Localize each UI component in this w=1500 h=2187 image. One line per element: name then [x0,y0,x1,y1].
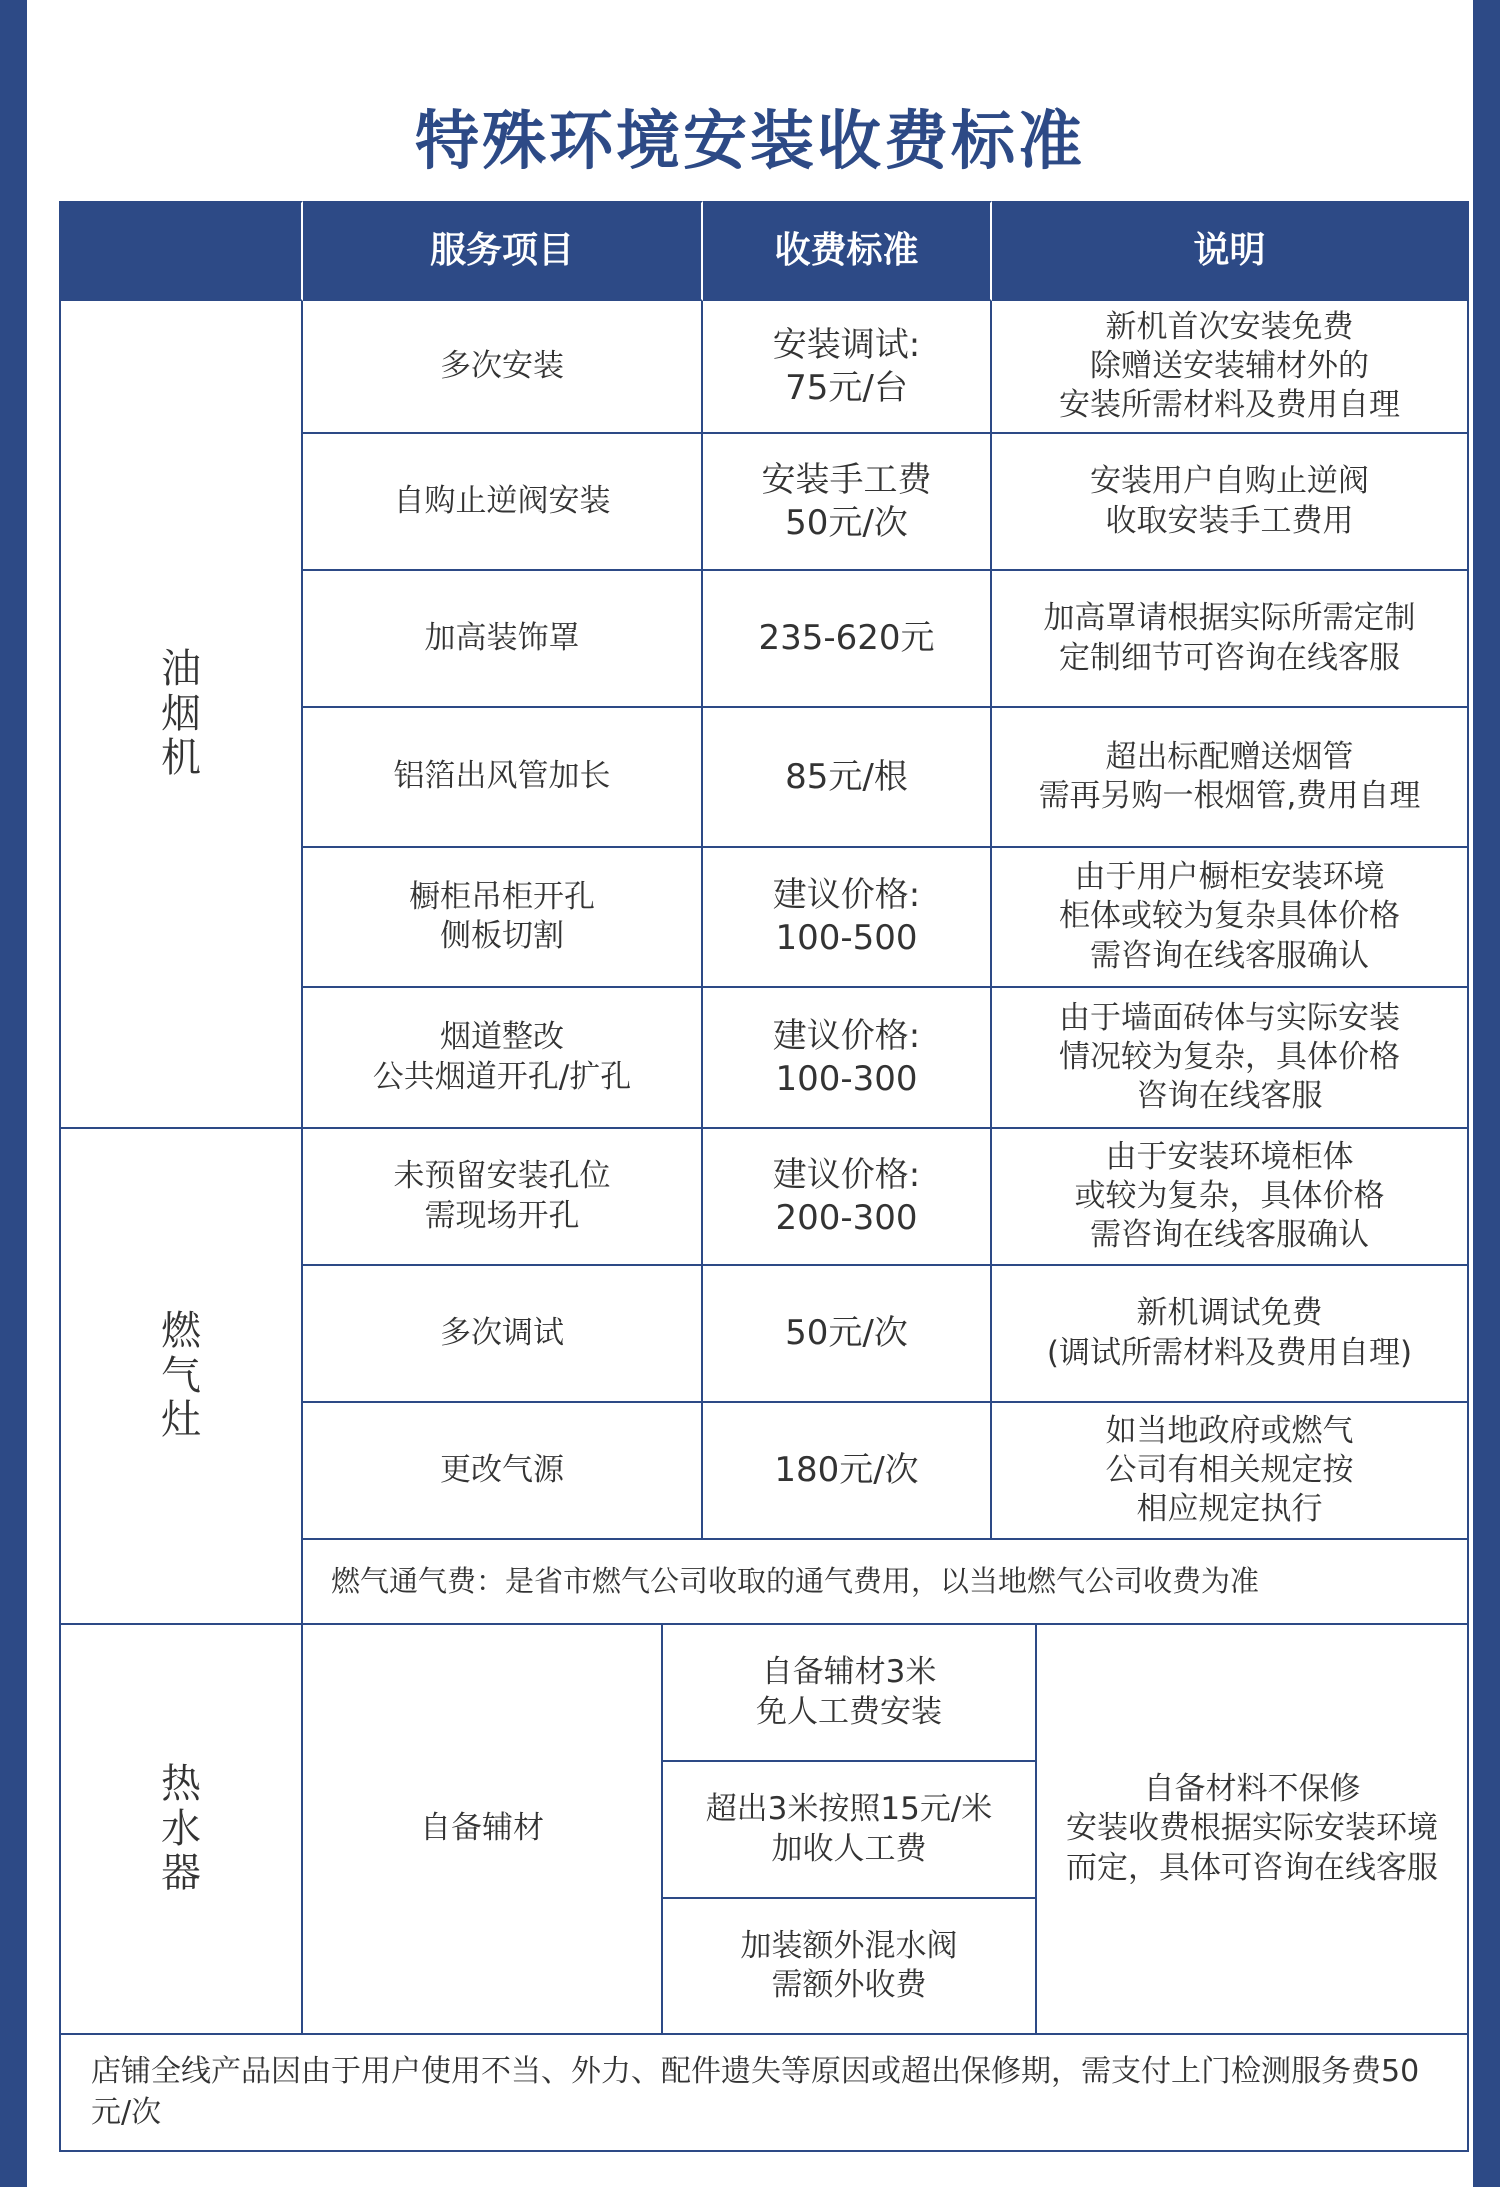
desc-cell: 由于墙面砖体与实际安装 情况较为复杂，具体价格 咨询在线客服 [992,988,1469,1129]
service-cell: 未预留安装孔位 需现场开孔 [303,1129,703,1266]
service-cell: 多次安装 [303,301,703,434]
category-water-heater: 热 水 器 [59,1625,303,2035]
service-cell: 更改气源 [303,1403,703,1540]
category-range-hood: 油 烟 机 [59,301,303,1129]
header-blank [59,201,303,301]
fee-cell: 建议价格: 100-500 [703,848,992,988]
page-title: 特殊环境安装收费标准 [415,105,1085,179]
heater-desc-cell: 自备材料不保修 安装收费根据实际安装环境 而定，具体可咨询在线客服 [1037,1625,1469,2035]
fee-cell: 建议价格: 200-300 [703,1129,992,1266]
fee-cell: 建议价格: 100-300 [703,988,992,1129]
service-cell: 烟道整改 公共烟道开孔/扩孔 [303,988,703,1129]
header-fee: 收费标准 [703,201,992,301]
service-cell: 自购止逆阀安装 [303,434,703,571]
footer-note: 店铺全线产品因由于用户使用不当、外力、配件遗失等原因或超出保修期，需支付上门检测服务费50元/次 [59,2035,1469,2152]
gas-fee-note: 燃气通气费：是省市燃气公司收取的通气费用，以当地燃气公司收费为准 [303,1540,1469,1625]
fee-cell: 50元/次 [703,1266,992,1403]
heater-fee-cell: 自备辅材3米 免人工费安装 [663,1625,1037,1762]
service-cell: 加高装饰罩 [303,571,703,708]
fee-cell: 180元/次 [703,1403,992,1540]
fee-cell: 安装手工费 50元/次 [703,434,992,571]
page [27,0,1473,2187]
desc-cell: 新机调试免费 (调试所需材料及费用自理) [992,1266,1469,1403]
service-cell: 铝箔出风管加长 [303,708,703,848]
service-cell: 多次调试 [303,1266,703,1403]
header-service: 服务项目 [303,201,703,301]
category-gas-stove: 燃 气 灶 [59,1129,303,1625]
service-cell: 橱柜吊柜开孔 侧板切割 [303,848,703,988]
desc-cell: 安装用户自购止逆阀 收取安装手工费用 [992,434,1469,571]
desc-cell: 如当地政府或燃气 公司有相关规定按 相应规定执行 [992,1403,1469,1540]
fee-cell: 235-620元 [703,571,992,708]
heater-fee-cell: 超出3米按照15元/米 加收人工费 [663,1762,1037,1899]
desc-cell: 新机首次安装免费 除赠送安装辅材外的 安装所需材料及费用自理 [992,301,1469,434]
desc-cell: 加高罩请根据实际所需定制 定制细节可咨询在线客服 [992,571,1469,708]
heater-service-cell: 自备辅材 [303,1625,663,2035]
fee-cell: 85元/根 [703,708,992,848]
desc-cell: 由于安装环境柜体 或较为复杂，具体价格 需咨询在线客服确认 [992,1129,1469,1266]
heater-fee-cell: 加装额外混水阀 需额外收费 [663,1899,1037,2035]
fee-cell: 安装调试: 75元/台 [703,301,992,434]
desc-cell: 由于用户橱柜安装环境 柜体或较为复杂具体价格 需咨询在线客服确认 [992,848,1469,988]
desc-cell: 超出标配赠送烟管 需再另购一根烟管,费用自理 [992,708,1469,848]
header-desc: 说明 [992,201,1469,301]
